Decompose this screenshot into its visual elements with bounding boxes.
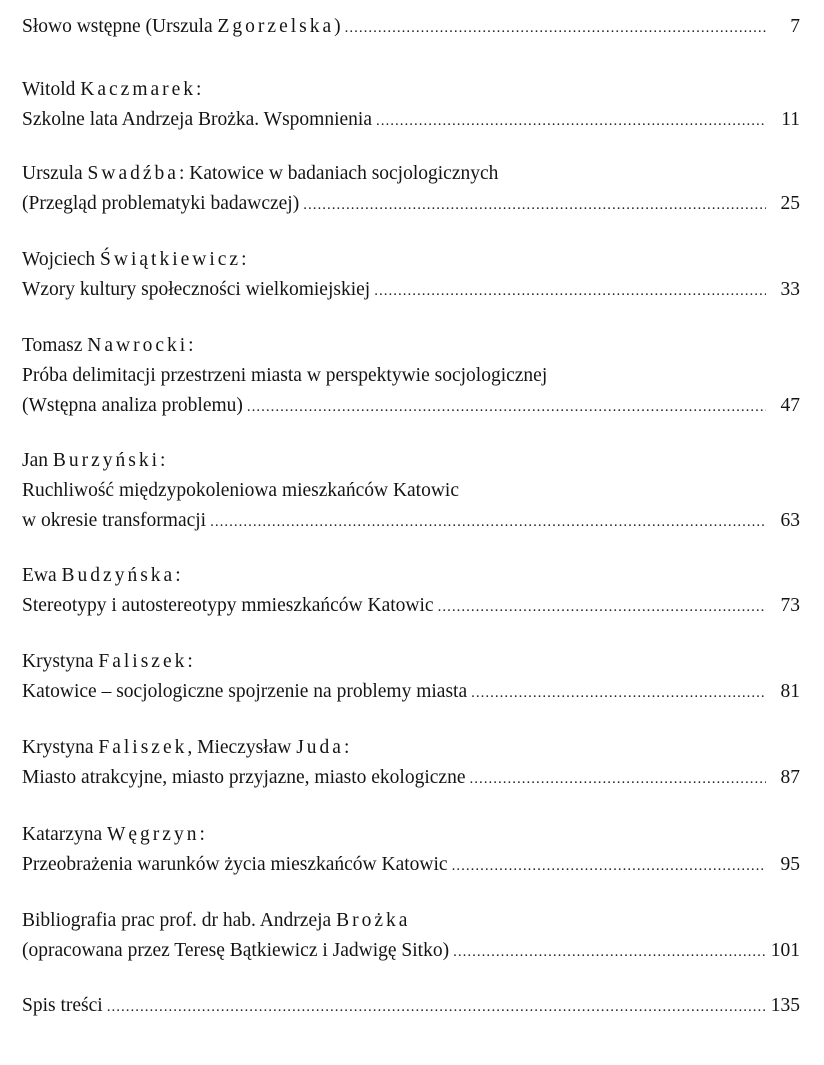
text-segment: Ruchliwość międzypokoleniowa mieszkańców Katowic xyxy=(22,480,460,501)
text-segment: Tomasz xyxy=(22,335,88,356)
page-number: 95 xyxy=(780,854,800,875)
text-segment: Bibliografia prac prof. dr hab. Andrzeja xyxy=(22,910,337,931)
dot-leader xyxy=(210,507,766,537)
text-segment: Słowo wstępne (Urszula xyxy=(22,16,218,37)
toc-line xyxy=(22,561,800,591)
toc-line-text xyxy=(22,906,410,936)
toc-line xyxy=(22,733,800,763)
toc-line-text xyxy=(22,159,498,189)
text-segment: : xyxy=(187,651,193,672)
toc-line-text xyxy=(22,331,194,361)
author-surname: Kaczmarek xyxy=(80,79,197,100)
toc-line-text xyxy=(22,820,205,850)
text-segment: Miasto atrakcyjne, miasto przyjazne, miasto ekologiczne xyxy=(22,767,466,788)
author-surname: Budzyńska xyxy=(61,565,176,586)
toc-entry xyxy=(22,991,800,1021)
toc-entry xyxy=(22,75,800,135)
author-surname: Faliszek xyxy=(98,651,188,672)
toc-line-text xyxy=(22,591,434,621)
toc-line xyxy=(22,189,800,219)
dot-leader xyxy=(471,678,766,708)
text-segment: : Katowice w badaniach socjologicznych xyxy=(178,163,499,184)
page-number: 11 xyxy=(781,109,800,130)
text-segment: w okresie transformacji xyxy=(22,510,207,531)
toc-line-text xyxy=(22,189,299,219)
toc-line xyxy=(22,906,800,936)
text-segment: : xyxy=(196,79,202,100)
text-segment: Katarzyna xyxy=(22,824,107,845)
dot-leader xyxy=(469,764,766,794)
toc-line xyxy=(22,763,800,793)
text-segment: Witold xyxy=(22,79,81,100)
author-surname: Brożka xyxy=(336,910,411,931)
toc-line-text xyxy=(22,677,467,707)
toc-line-text xyxy=(22,12,341,42)
text-segment: : xyxy=(188,335,194,356)
text-segment: : xyxy=(175,565,181,586)
text-segment: Wzory kultury społeczności wielkomiejskiej xyxy=(22,279,371,300)
author-surname: Zgorzelska xyxy=(217,16,335,37)
page-number: 47 xyxy=(780,395,800,416)
text-segment: Szkolne lata Andrzeja Brożka. Wspomnienia xyxy=(22,109,372,130)
toc-entry xyxy=(22,906,800,966)
toc-line xyxy=(22,677,800,707)
toc-line-text xyxy=(22,105,372,135)
toc-line-text xyxy=(22,476,459,506)
toc-entry xyxy=(22,733,800,793)
text-segment: Próba delimitacji przestrzeni miasta w perspektywie socjologicznej xyxy=(22,365,548,386)
page-number: 25 xyxy=(780,193,800,214)
toc-entry xyxy=(22,159,800,219)
dot-leader xyxy=(438,592,766,622)
toc-line-text xyxy=(22,647,193,677)
toc-line-text xyxy=(22,991,103,1021)
text-segment: Przeobrażenia warunków życia mieszkańców Katowic xyxy=(22,854,448,875)
toc-line xyxy=(22,159,800,189)
dot-leader xyxy=(453,937,765,967)
toc-line xyxy=(22,850,800,880)
toc-line xyxy=(22,391,800,421)
toc-line-text xyxy=(22,850,448,880)
dot-leader xyxy=(107,992,765,1022)
dot-leader xyxy=(345,13,766,43)
text-segment: Urszula xyxy=(22,163,88,184)
toc-line-text xyxy=(22,763,465,793)
page-number: 33 xyxy=(780,279,800,300)
text-segment: (Wstępna analiza problemu) xyxy=(22,395,243,416)
page-number: 63 xyxy=(780,510,800,531)
author-surname: Faliszek xyxy=(98,737,188,758)
dot-leader xyxy=(376,106,766,136)
page-number: 73 xyxy=(780,595,800,616)
dot-leader xyxy=(247,392,766,422)
text-segment: Wojciech xyxy=(22,249,101,270)
toc-line-text xyxy=(22,275,370,305)
text-segment: ) xyxy=(334,16,341,37)
text-segment: Spis treści xyxy=(22,995,103,1016)
text-segment: Stereotypy i autostereotypy mmieszkańców Katowic xyxy=(22,595,434,616)
toc-line xyxy=(22,105,800,135)
text-segment: Jan xyxy=(22,450,53,471)
text-segment: : xyxy=(160,450,166,471)
toc-line xyxy=(22,275,800,305)
toc-entry xyxy=(22,820,800,880)
toc-line-text xyxy=(22,446,165,476)
text-segment: Krystyna xyxy=(22,737,99,758)
author-surname: Juda xyxy=(296,737,344,758)
text-segment: Ewa xyxy=(22,565,62,586)
text-segment: Krystyna xyxy=(22,651,99,672)
toc-entry xyxy=(22,647,800,707)
toc-line xyxy=(22,820,800,850)
author-surname: Burzyński xyxy=(52,450,161,471)
toc-entry xyxy=(22,561,800,621)
text-segment: : xyxy=(199,824,205,845)
dot-leader xyxy=(303,190,766,220)
dot-leader xyxy=(452,851,766,881)
toc-line-text xyxy=(22,361,547,391)
text-segment: (Przegląd problematyki badawczej) xyxy=(22,193,300,214)
toc-line xyxy=(22,12,800,42)
author-surname: Świątkiewicz xyxy=(100,249,242,270)
toc-line xyxy=(22,446,800,476)
toc-entry xyxy=(22,12,800,42)
toc-line-text xyxy=(22,391,243,421)
toc-line xyxy=(22,506,800,536)
text-segment: , Mieczysław xyxy=(187,737,297,758)
page-number: 87 xyxy=(780,767,800,788)
page-number: 135 xyxy=(770,995,800,1016)
author-surname: Nawrocki xyxy=(87,335,189,356)
toc-line xyxy=(22,936,800,966)
text-segment: : xyxy=(241,249,247,270)
page-number: 7 xyxy=(790,16,800,37)
toc-entry xyxy=(22,331,800,421)
toc-line xyxy=(22,75,800,105)
toc-line xyxy=(22,361,800,391)
author-surname: Węgrzyn xyxy=(107,824,200,845)
text-segment: : xyxy=(343,737,350,758)
toc-line xyxy=(22,991,800,1021)
page-number: 101 xyxy=(770,940,800,961)
toc-line xyxy=(22,245,800,275)
toc-line xyxy=(22,591,800,621)
text-segment: Katowice – socjologiczne spojrzenie na problemy miasta xyxy=(22,681,468,702)
toc-line-text xyxy=(22,733,349,763)
text-segment: (opracowana przez Teresę Bątkiewicz i Jadwigę Sitko) xyxy=(22,940,450,961)
toc-line xyxy=(22,331,800,361)
page-number: 81 xyxy=(780,681,800,702)
toc-line-text xyxy=(22,506,206,536)
toc-line xyxy=(22,476,800,506)
toc-line-text xyxy=(22,75,201,105)
author-surname: Swadźba xyxy=(87,163,179,184)
toc-line xyxy=(22,647,800,677)
dot-leader xyxy=(374,276,766,306)
toc-line-text xyxy=(22,561,181,591)
toc-line-text xyxy=(22,936,449,966)
toc-entry xyxy=(22,245,800,305)
toc-line-text xyxy=(22,245,247,275)
toc-entry xyxy=(22,446,800,536)
